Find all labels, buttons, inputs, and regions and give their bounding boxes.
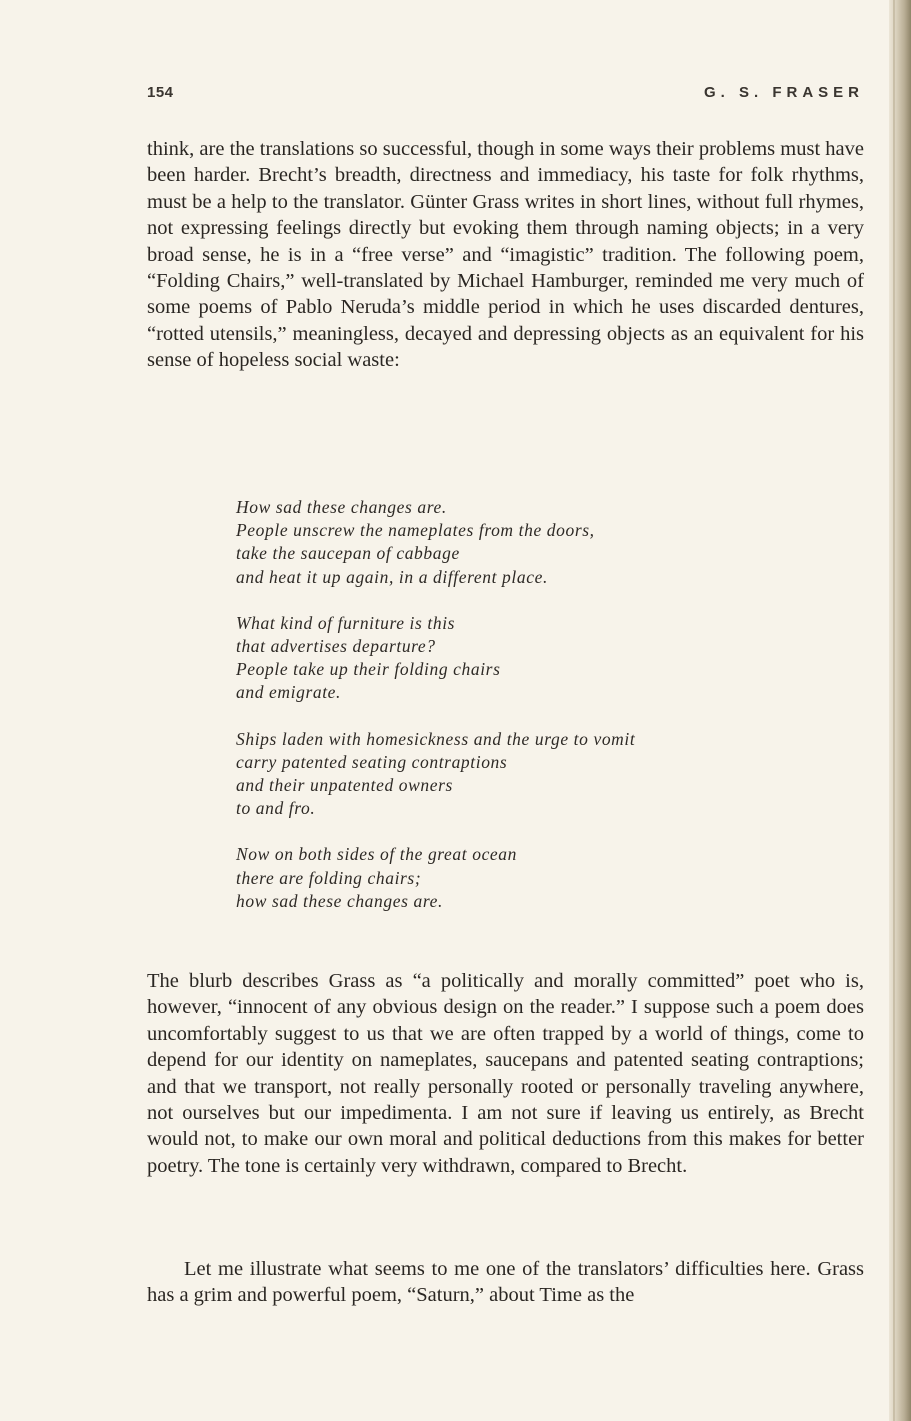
verse-line: and heat it up again, in a different place. bbox=[236, 566, 548, 587]
verse-line: to and fro. bbox=[236, 798, 316, 819]
poem-stanza-4 bbox=[236, 843, 856, 913]
poem-stanza-1 bbox=[236, 496, 856, 589]
verse-line: that advertises departure? bbox=[236, 636, 436, 657]
paragraph-text: Let me illustrate what seems to me one of the translators’ difficulties here. Grass has a grim and powerful poem, “Saturn,” about Time as the bbox=[147, 1258, 864, 1307]
page-number: 154 bbox=[147, 84, 174, 101]
verse-line: and emigrate. bbox=[236, 682, 342, 703]
paragraph-text: The blurb describes Grass as “a politically and morally committed” poet who is, however, “innocent of any obvious design on the reader.” I suppose such a poem does uncomfortably suggest to us that we are often trapped by a world of things, come to depend for our identity on nameplates, saucepans and patented seating contraptions; and that we transport, not really personally rooted or personally traveling anywhere, not ourselves but our impedimenta. I am not sure if leaving us entirely, as Brecht would not, to make our own moral and political deductions from this makes for better poetry. The tone is certainly very withdrawn, compared to Brecht. bbox=[147, 970, 864, 1177]
poem-stanza-2 bbox=[236, 612, 856, 705]
poem-stanza-3 bbox=[236, 728, 856, 821]
body-paragraph-2 bbox=[147, 968, 864, 1179]
verse-line: and their unpatented owners bbox=[236, 775, 453, 796]
verse-line: People unscrew the nameplates from the doors, bbox=[236, 520, 595, 541]
verse-line: take the saucepan of cabbage bbox=[236, 543, 460, 564]
verse-line: Ships laden with homesickness and the urge to vomit bbox=[236, 728, 636, 749]
verse-line: Now on both sides of the great ocean bbox=[236, 844, 517, 865]
verse-line: there are folding chairs; bbox=[236, 867, 422, 888]
page-edge-shadow bbox=[889, 0, 911, 1421]
verse-line: What kind of furniture is this bbox=[236, 612, 456, 633]
paragraph-text: think, are the translations so successful, though in some ways their problems must have been harder. Brecht’s breadth, directness and immediacy, his taste for folk rhythms, must be a help to the translator. Günter Grass writes in short lines, without full rhymes, not expressing feelings directly but evoking them through naming objects; in a very broad sense, he is in a “free verse” and “imagistic” tradition. The following poem, “Folding Chairs,” well-translated by Michael Hamburger, reminded me very much of some poems of Pablo Neruda’s middle period in which he uses discarded dentures, “rotted utensils,” meaningless, decayed and depressing objects as an equivalent for his sense of hopeless social waste: bbox=[147, 138, 864, 372]
running-header bbox=[147, 80, 864, 108]
poem-quotation bbox=[236, 496, 856, 936]
verse-line: How sad these changes are. bbox=[236, 497, 447, 517]
verse-line: carry patented seating contraptions bbox=[236, 751, 508, 772]
verse-line: People take up their folding chairs bbox=[236, 659, 501, 680]
running-head-author: G. S. FRASER bbox=[703, 84, 864, 101]
body-paragraph-3 bbox=[147, 1256, 864, 1309]
verse-line: how sad these changes are. bbox=[236, 890, 443, 911]
body-paragraph-1 bbox=[147, 136, 864, 374]
